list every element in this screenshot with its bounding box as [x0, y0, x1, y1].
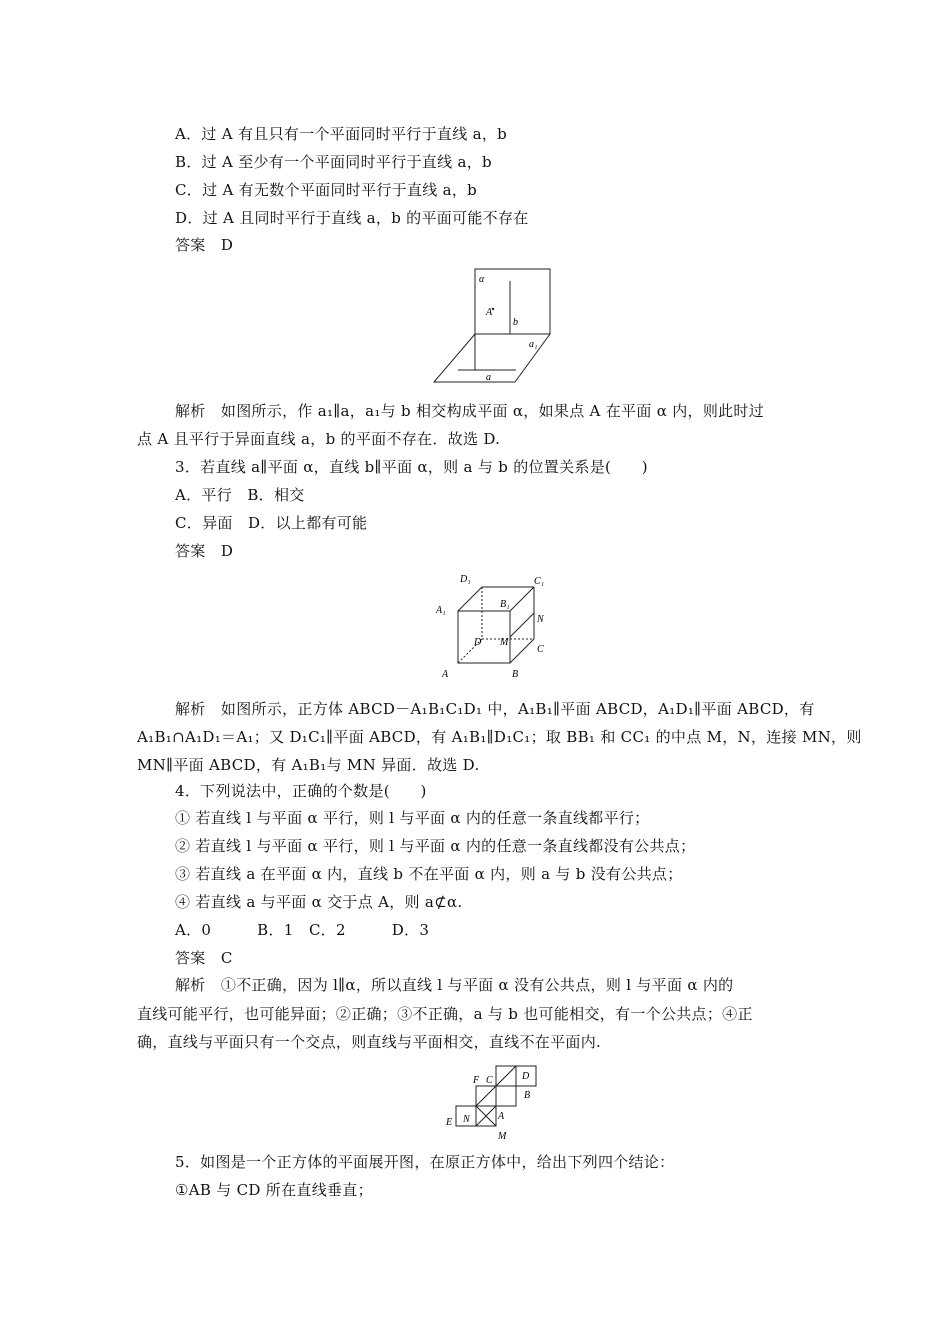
label-b: b [513, 317, 518, 328]
text-line: C．异面 D．以上都有可能 [175, 514, 368, 532]
question-5: 5．如图是一个正方体的平面展开图，在原正方体中，给出下列四个结论： [175, 1153, 675, 1171]
options-line: A．0 B．1 C．2 D．3 [175, 921, 430, 939]
text-line: MN∥平面 ABCD，有 A₁B₁与 MN 异面．故选 D. [137, 756, 480, 774]
text-line: 解析 ①不正确，因为 l∥α，所以直线 l 与平面 α 没有公共点，则 l 与平面 α 内的 [175, 976, 734, 994]
label-C: C [486, 1075, 493, 1086]
statement-1: ① 若直线 l 与平面 α 平行，则 l 与平面 α 内的任意一条直线都平行； [175, 809, 650, 827]
figure-cube [430, 570, 555, 685]
text-line: 直线可能平行，也可能异面；②正确；③不正确，a 与 b 也可能相交，有一个公共点；④正 [137, 1005, 753, 1023]
label-E: E [446, 1117, 453, 1128]
label-A: A [442, 669, 449, 680]
label-M: M [500, 637, 509, 648]
label-A1: A₁ [436, 605, 446, 616]
label-alpha: α [479, 274, 485, 285]
statement-4: ④ 若直线 a 与平面 α 交于点 A，则 a⊄α. [175, 893, 463, 911]
label-B: B [524, 1090, 531, 1101]
label-D: D [474, 637, 482, 648]
label-A: A [486, 307, 493, 318]
label-C1: C₁ [534, 576, 545, 587]
label-B1: B₁ [500, 599, 510, 610]
question-4: 4．下列说法中，正确的个数是( ) [175, 782, 427, 800]
label-F: F [473, 1075, 480, 1086]
statement-3: ③ 若直线 a 在平面 α 内，直线 b 不在平面 α 内，则 a 与 b 没有公共点； [175, 865, 683, 883]
label-N: N [537, 614, 544, 625]
label-a1: a₁ [529, 339, 538, 350]
text-line: D．过 A 且同时平行于直线 a，b 的平面可能不存在 [175, 209, 529, 227]
text-line: A．过 A 有且只有一个平面同时平行于直线 a，b [175, 125, 508, 143]
answer-line: 答案 D [175, 236, 234, 254]
conclusion-1: ①AB 与 CD 所在直线垂直； [175, 1181, 373, 1199]
label-A: A [498, 1111, 505, 1122]
text-line: 解析 如图所示，作 a₁∥a，a₁与 b 相交构成平面 α，如果点 A 在平面 α 内，则此时过 [175, 402, 765, 420]
label-B: B [512, 669, 519, 680]
label-D1: D₁ [460, 574, 471, 585]
text-line: A．平行 B．相交 [175, 486, 305, 504]
text-line: 确，直线与平面只有一个交点，则直线与平面相交，直线不在平面内. [137, 1033, 602, 1051]
label-N: N [463, 1114, 470, 1125]
figure-plane-lines [430, 266, 560, 386]
label-C: C [537, 644, 544, 655]
label-M: M [498, 1131, 507, 1142]
figure-cube-net [440, 1062, 550, 1142]
label-a: a [486, 372, 491, 383]
text-line: 解析 如图所示，正方体 ABCD－A₁B₁C₁D₁ 中，A₁B₁∥平面 ABCD，A₁D₁∥平面 ABCD，有 [175, 700, 815, 718]
label-D: D [522, 1071, 530, 1082]
text-line: A₁B₁∩A₁D₁＝A₁；又 D₁C₁∥平面 ABCD，有 A₁B₁∥D₁C₁；取 BB₁ 和 CC₁ 的中点 M，N，连接 MN，则 [137, 728, 862, 746]
answer-line: 答案 C [175, 949, 233, 967]
answer-line: 答案 D [175, 542, 234, 560]
text-line: 点 A 且平行于异面直线 a，b 的平面不存在．故选 D. [137, 430, 501, 448]
text-line: C．过 A 有无数个平面同时平行于直线 a，b [175, 181, 478, 199]
statement-2: ② 若直线 l 与平面 α 平行，则 l 与平面 α 内的任意一条直线都没有公共点； [175, 837, 696, 855]
question-3: 3．若直线 a∥平面 α，直线 b∥平面 α，则 a 与 b 的位置关系是( ) [175, 458, 648, 476]
text-line: B．过 A 至少有一个平面同时平行于直线 a，b [175, 153, 492, 171]
